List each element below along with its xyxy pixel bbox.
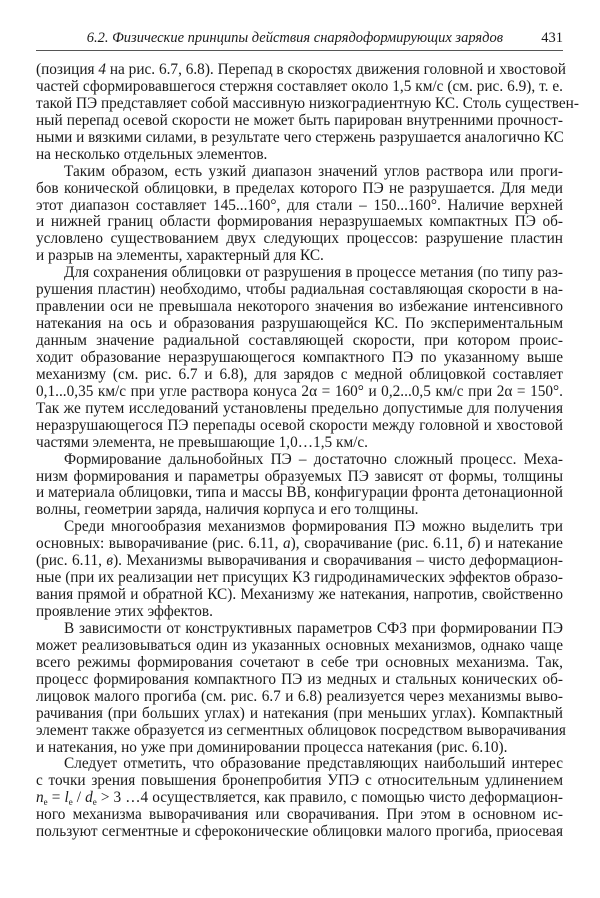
text-line: на несколько отдельных элементов. xyxy=(36,145,268,163)
text-line: Среди многообразия механизмов формирования ПЭ можно выделить три xyxy=(64,518,563,536)
text-span: (позиция xyxy=(36,61,99,78)
text-span: ), сворачивание (рис. 6.11, xyxy=(290,535,468,553)
text-line: 0,1...0,35 км/с при угле раствора конуса 2α = 160° и 0,2...0,5 км/с при 2α = 150°. xyxy=(36,382,563,400)
text-line: проявление этих эффектов. xyxy=(36,603,213,620)
subscript: e xyxy=(43,797,48,808)
text-line: низм формирования и параметры образуемых ПЭ зависят от формы, толщины xyxy=(36,467,563,485)
italic-text: n xyxy=(36,789,44,807)
paragraph xyxy=(36,756,563,841)
text-line: пользуют сегментные и сфероконические облицовки малого прогиба, приосевая xyxy=(36,823,563,841)
running-title: 6.2. Физические принципы действия снарядоформирующих зарядов xyxy=(86,30,503,46)
italic-text: d xyxy=(85,789,93,807)
text-span: = xyxy=(47,789,65,807)
italic-text: 4 xyxy=(98,61,107,78)
text-line: частями элемента, не превышающие 1,0…1,5 км/с. xyxy=(36,433,368,451)
text-line: рачивания (при больших углах) и натекания (при меньших углах). Компактный xyxy=(36,704,563,722)
text-line: элемент также образуется из сегментных облицовок посредством выворачивания xyxy=(36,721,566,739)
italic-text: l xyxy=(64,789,69,807)
text-line: волны, геометрии заряда, наличия корпуса и его толщины. xyxy=(36,501,419,519)
text-line: ные (при их реализации нет присущих КЗ гидродинамических эффектов образо- xyxy=(36,569,563,587)
running-header xyxy=(36,28,563,51)
subscript: e xyxy=(92,797,97,808)
text-line: натекания на ось и образования разрушающейся КС. По экспериментальным xyxy=(36,315,563,333)
text-line: правлении оси не превышала некоторого значения во избежание интенсивного xyxy=(36,298,563,316)
paragraph xyxy=(36,265,563,451)
text-line: Для сохранения облицовки от разрушения в процессе метания (по типу раз- xyxy=(64,264,563,282)
italic-text: в xyxy=(106,552,114,570)
text-line: ходит образование неразрушающегося компактного ПЭ по указанному выше xyxy=(36,348,563,366)
text-span: ). Механизмы выворачивания и сворачивания – чисто деформацион- xyxy=(113,552,564,570)
text-line: Таким образом, есть узкий диапазон значений углов раствора или проги- xyxy=(64,162,563,180)
text-line: данным значение радиальной составляющей скорости, при котором проис- xyxy=(36,332,563,349)
text-span: > 3 …4 осуществляется, как правило, с помощью чисто деформацион- xyxy=(96,789,564,807)
page-body xyxy=(36,61,579,841)
text-line xyxy=(36,790,563,807)
text-line: неразрушающегося ПЭ перепады осевой скорости между головной и хвостовой xyxy=(36,416,563,434)
text-line xyxy=(36,536,563,553)
text-line xyxy=(36,553,563,570)
text-span: на рис. 6.7, 6.8). Перепад в скоростях движения головной и хвостовой xyxy=(106,61,566,78)
text-span: основных: выворачивание (рис. 6.11, xyxy=(36,535,284,553)
text-line: с точки зрения повышения бронепробития УПЭ с относительным удлинением xyxy=(36,772,563,790)
text-span: ) и натекание xyxy=(475,535,563,553)
text-line: всего режимы формирования сочетают в себе три основных механизма. Так, xyxy=(36,653,563,671)
italic-text: а xyxy=(283,535,291,553)
italic-text: б xyxy=(467,535,476,553)
paragraph xyxy=(36,164,563,266)
text-line: ными и вязкими силами, в результате чего стержень разрушается аналогично КС xyxy=(36,128,564,146)
text-line: бов конической облицовки, в пределах которого ПЭ не разрушается. Для меди xyxy=(36,179,563,197)
text-span: / xyxy=(72,789,86,807)
text-line: процесс формирования компактного ПЭ из медных и стальных конических об- xyxy=(36,670,563,688)
text-line: и натекания, но уже при доминировании процесса натекания (рис. 6.10). xyxy=(36,738,508,756)
text-line: рушения пластин) необходимо, чтобы радиальная составляющая скорости в на- xyxy=(36,281,563,299)
text-line: и нижней границ области формирования неразрушаемых компактных ПЭ об- xyxy=(36,213,563,231)
paragraph xyxy=(36,452,563,520)
paragraph xyxy=(36,519,563,621)
paragraph xyxy=(36,619,566,757)
text-line: лицовок малого прогиба (см. рис. 6.7 и 6.8) реализуется через механизмы выво- xyxy=(36,687,563,705)
text-line: и разрыв на элементы, характерный для КС. xyxy=(36,247,324,265)
text-line: вания прямой и обратной КС). Механизму же натекания, напротив, свойственно xyxy=(36,586,563,604)
paragraph xyxy=(36,61,579,164)
text-line: ный перепад осевой скорости не может быть парирован внутренними прочност- xyxy=(36,111,563,129)
text-line: В зависимости от конструктивных параметров СФЗ при формировании ПЭ xyxy=(64,619,563,637)
text-line: этот диапазон составляет 145...160°, для стали – 150...160°. Наличие верхней xyxy=(36,196,563,214)
text-line: условлено существованием двух следующих процессов: разрушение пластин xyxy=(36,230,563,248)
text-line: Так же путем исследований установлены предельно допустимые для получения xyxy=(36,399,563,417)
text-line: и материала облицовки, типа и массы ВВ, конфигурации фронта детонационной xyxy=(36,484,563,502)
text-line: ного механизма выворачивания или сворачивания. При этом в основном ис- xyxy=(36,806,563,824)
text-line: Следует отметить, что образование представляющих наибольший интерес xyxy=(64,755,563,773)
text-line: такой ПЭ представляет собой массивную низкоградиентную КС. Столь существен- xyxy=(36,94,579,112)
text-line: Формирование дальнобойных ПЭ – достаточно сложный процесс. Меха- xyxy=(64,450,563,468)
subscript: e xyxy=(68,797,73,808)
text-span: (рис. 6.11, xyxy=(36,552,107,570)
text-line: частей сформировавшегося стержня составляет около 1,5 км/с (см. рис. 6.9), т. е. xyxy=(36,77,563,95)
text-line xyxy=(36,61,566,79)
text-line: может реализовываться один из указанных основных механизмов, однако чаще xyxy=(36,636,563,654)
page-number: 431 xyxy=(541,30,563,46)
text-line: механизму (см. рис. 6.7 и 6.8), для зарядов с медной облицовкой составляет xyxy=(36,365,563,383)
